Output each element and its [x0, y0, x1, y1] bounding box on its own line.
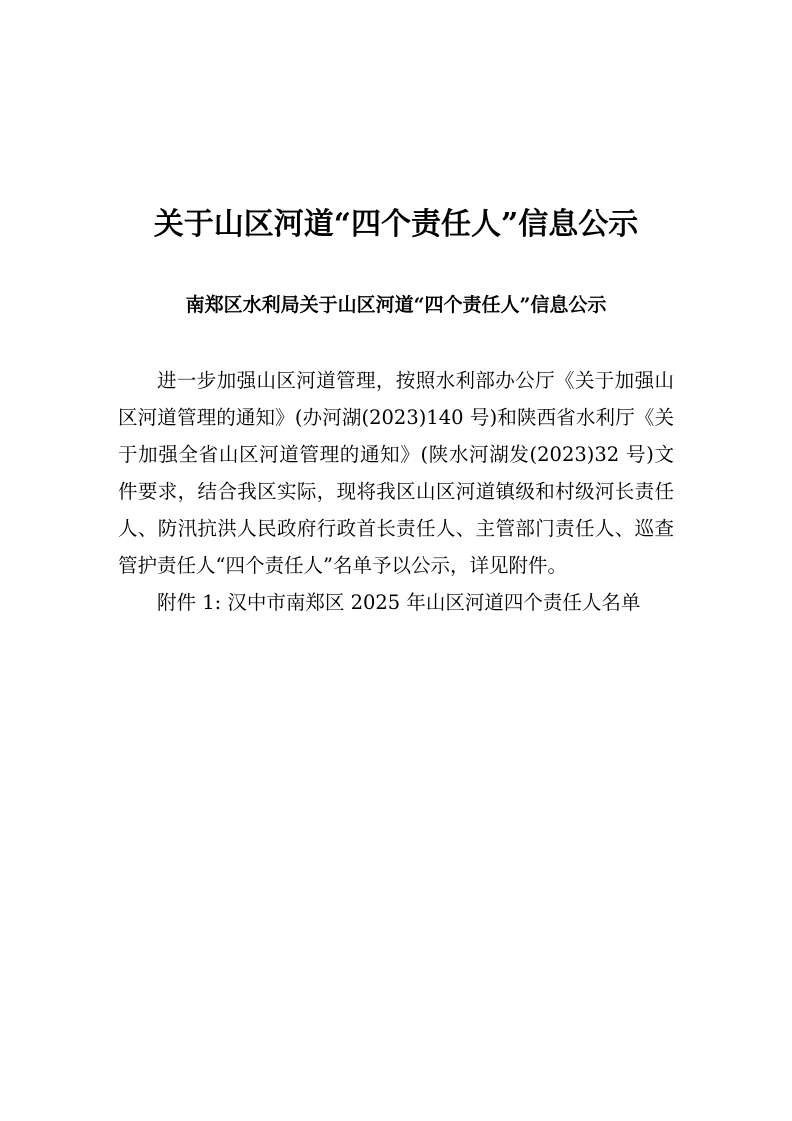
document-body — [118, 362, 674, 621]
document-title: 关于山区河道“四个责任人”信息公示 — [153, 207, 639, 242]
document-subtitle: 南郑区水利局关于山区河道“四个责任人”信息公示 — [185, 294, 607, 316]
body-paragraph: 进一步加强山区河道管理，按照水利部办公厅《关于加强山区河道管理的通知》(办河湖(2023)140 号)和陕西省水利厅《关于加强全省山区河道管理的通知》(陕水河湖发(2023)32 号)文件要求，结合我区实际，现将我区山区河道镇级和村级河长责任人、防汛抗洪人民政府行政首长责任人、主管部门责任人、巡查管护责任人“四个责任人”名单予以公示，详见附件。 — [118, 369, 674, 577]
attachment-line: 附件 1: 汉中市南郑区 2025 年山区河道四个责任人名单 — [157, 591, 641, 614]
